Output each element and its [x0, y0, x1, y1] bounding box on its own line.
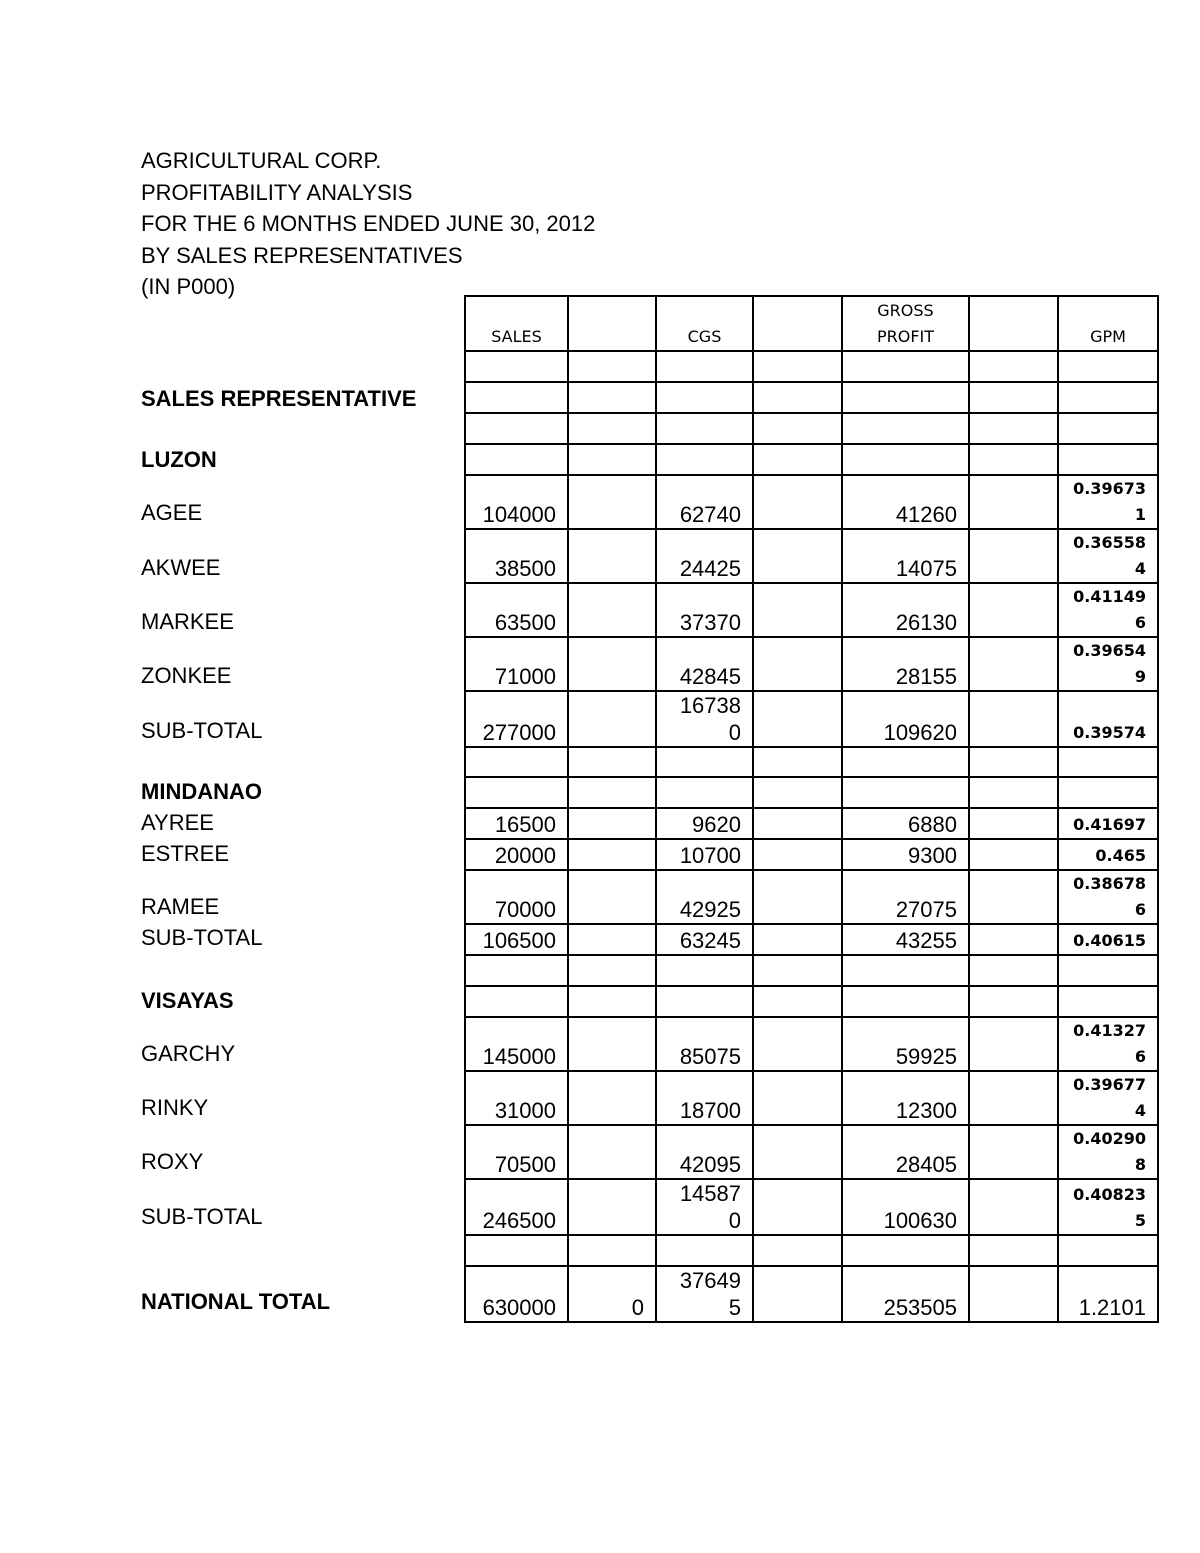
gross-profit-cell: 43255: [842, 924, 969, 955]
table-row: [465, 777, 1158, 808]
report-period: FOR THE 6 MONTHS ENDED JUNE 30, 2012: [141, 211, 596, 236]
header-blank: [568, 296, 656, 351]
company-name: AGRICULTURAL CORP.: [141, 148, 382, 173]
header-row: [465, 296, 1158, 351]
sales-cell: 630000: [465, 1266, 568, 1322]
subtotal-label: SUB-TOTAL: [141, 1204, 263, 1229]
gpm-cell: 0.41697: [1058, 808, 1158, 839]
header-cgs: CGS: [656, 296, 753, 351]
gross-profit-cell: 9300: [842, 839, 969, 870]
sales-cell: 70500: [465, 1125, 568, 1179]
table-row: [465, 870, 1158, 924]
table-row: [465, 986, 1158, 1017]
gpm-cell: 0.465: [1058, 839, 1158, 870]
cgs-cell: 62740: [656, 475, 753, 529]
gross-profit-cell: 28405: [842, 1125, 969, 1179]
rep-label: AYREE: [141, 810, 214, 835]
table-row: [465, 382, 1158, 413]
subtotal-row: [465, 691, 1158, 747]
rep-label: AGEE: [141, 500, 203, 525]
table-row: [465, 1235, 1158, 1266]
cgs-cell: 18700: [656, 1071, 753, 1125]
gpm-cell: 0.39673 1: [1058, 475, 1158, 529]
cgs-cell: 63245: [656, 924, 753, 955]
subtotal-label: SUB-TOTAL: [141, 718, 263, 743]
sales-cell: 145000: [465, 1017, 568, 1071]
sales-cell: 246500: [465, 1179, 568, 1235]
gross-profit-cell: 6880: [842, 808, 969, 839]
sales-cell: 63500: [465, 583, 568, 637]
sales-cell: 70000: [465, 870, 568, 924]
report-grouping: BY SALES REPRESENTATIVES: [141, 242, 463, 268]
sales-cell: 20000: [465, 839, 568, 870]
national-total-row: [465, 1266, 1158, 1322]
gpm-cell: 0.36558 4: [1058, 529, 1158, 583]
header-sales: SALES: [465, 296, 568, 351]
subtotal-row: [465, 1179, 1158, 1235]
table-row: [465, 475, 1158, 529]
table-row: [465, 1071, 1158, 1125]
cgs-cell: 16738 0: [656, 691, 753, 747]
cgs-cell: 42095: [656, 1125, 753, 1179]
gpm-cell: 0.41327 6: [1058, 1017, 1158, 1071]
subtotal-label: SUB-TOTAL: [141, 925, 263, 950]
gross-profit-cell: 14075: [842, 529, 969, 583]
blank-col-cell: 0: [568, 1266, 656, 1322]
table-row: [465, 839, 1158, 870]
gross-profit-cell: 100630: [842, 1179, 969, 1235]
cgs-cell: 9620: [656, 808, 753, 839]
table-row: [465, 529, 1158, 583]
rep-label: ROXY: [141, 1149, 204, 1174]
gross-profit-cell: 26130: [842, 583, 969, 637]
sales-cell: 16500: [465, 808, 568, 839]
cgs-cell: 14587 0: [656, 1179, 753, 1235]
gross-profit-cell: 41260: [842, 475, 969, 529]
region-heading-luzon: LUZON: [141, 447, 217, 472]
report-name: PROFITABILITY ANALYSIS: [141, 179, 413, 205]
sales-cell: 277000: [465, 691, 568, 747]
sales-cell: 106500: [465, 924, 568, 955]
header-blank: [969, 296, 1058, 351]
rep-label: ESTREE: [141, 841, 230, 866]
cgs-cell: 24425: [656, 529, 753, 583]
table-row: [465, 808, 1158, 839]
table-row: [465, 583, 1158, 637]
cgs-cell: 42925: [656, 870, 753, 924]
rep-label: GARCHY: [141, 1041, 236, 1066]
region-heading-visayas: VISAYAS: [141, 988, 234, 1013]
rep-label: MARKEE: [141, 609, 234, 634]
rep-label: ZONKEE: [141, 663, 232, 688]
table-row: [465, 1017, 1158, 1071]
table-row: [465, 444, 1158, 475]
gpm-cell: 0.39677 4: [1058, 1071, 1158, 1125]
row-labels: [141, 0, 461, 1553]
gpm-cell: 0.40615: [1058, 924, 1158, 955]
header-gpm: GPM: [1058, 296, 1158, 351]
gpm-cell: 0.41149 6: [1058, 583, 1158, 637]
sales-rep-heading: SALES REPRESENTATIVE: [141, 386, 417, 411]
national-total-label: NATIONAL TOTAL: [141, 1289, 331, 1314]
rep-label: RAMEE: [141, 894, 220, 919]
sales-cell: 38500: [465, 529, 568, 583]
cgs-cell: 85075: [656, 1017, 753, 1071]
gross-profit-cell: 12300: [842, 1071, 969, 1125]
gross-profit-cell: 253505: [842, 1266, 969, 1322]
report-unit: (IN P000): [141, 274, 236, 299]
header-profit: PROFIT: [876, 327, 935, 346]
profitability-table: [464, 295, 1159, 1323]
gpm-cell: 0.39654 9: [1058, 637, 1158, 691]
table-row: [465, 351, 1158, 382]
sales-cell: 31000: [465, 1071, 568, 1125]
table-row: [465, 1125, 1158, 1179]
rep-label: AKWEE: [141, 555, 221, 580]
rep-label: RINKY: [141, 1095, 209, 1120]
gross-profit-cell: 109620: [842, 691, 969, 747]
region-heading-mindanao: MINDANAO: [141, 779, 262, 804]
cgs-cell: 10700: [656, 839, 753, 870]
gpm-cell: 0.39574: [1058, 691, 1158, 747]
gross-profit-cell: 28155: [842, 637, 969, 691]
table-row: [465, 955, 1158, 986]
table-row: [465, 637, 1158, 691]
gpm-cell: 0.40823 5: [1058, 1179, 1158, 1235]
header-gross-profit: [842, 296, 969, 351]
gpm-cell: 0.38678 6: [1058, 870, 1158, 924]
gross-profit-cell: 27075: [842, 870, 969, 924]
gpm-cell: 0.40290 8: [1058, 1125, 1158, 1179]
header-gross: GROSS: [877, 301, 934, 320]
gpm-cell: 1.2101: [1058, 1266, 1158, 1322]
subtotal-row: [465, 924, 1158, 955]
table-row: [465, 413, 1158, 444]
gross-profit-cell: 59925: [842, 1017, 969, 1071]
cgs-cell: 37370: [656, 583, 753, 637]
header-blank: [753, 296, 842, 351]
sales-cell: 71000: [465, 637, 568, 691]
sales-cell: 104000: [465, 475, 568, 529]
table-row: [465, 747, 1158, 777]
cgs-cell: 37649 5: [656, 1266, 753, 1322]
cgs-cell: 42845: [656, 637, 753, 691]
